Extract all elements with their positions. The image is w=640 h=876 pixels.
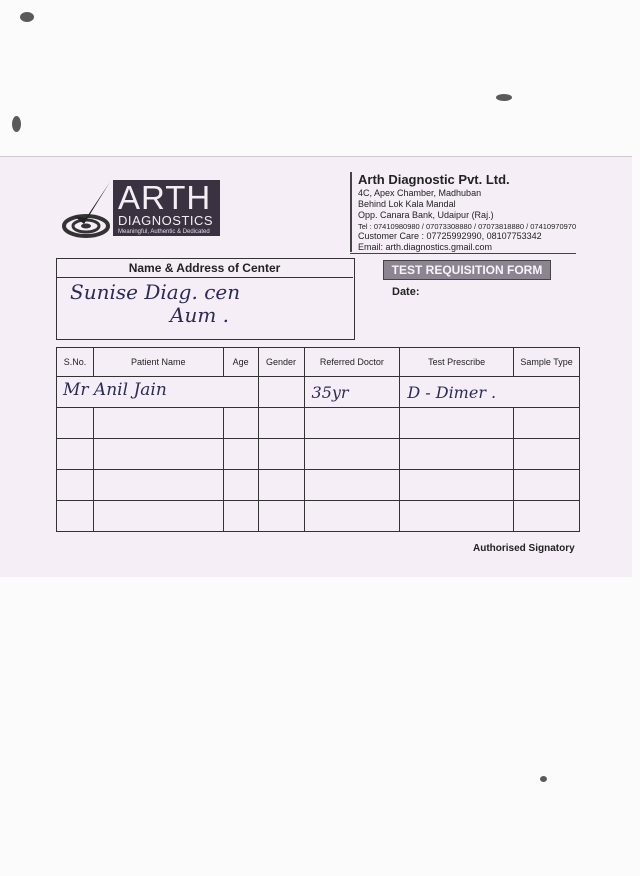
column-header: Gender: [258, 348, 304, 377]
column-header: Test Prescribe: [400, 348, 514, 377]
date-label: Date:: [392, 286, 420, 298]
address-line: Opp. Canara Bank, Udaipur (Raj.): [358, 210, 494, 220]
target-checkmark-icon: [60, 180, 116, 240]
table-row: [57, 408, 580, 439]
table-cell: [400, 377, 580, 408]
address-line: 4C, Apex Chamber, Madhuban: [358, 188, 482, 198]
speck: [20, 12, 34, 22]
column-header: S.No.: [57, 348, 94, 377]
center-name-handwritten: Sunise Diag. cen: [70, 280, 241, 304]
divider-vertical: [350, 172, 352, 252]
company-name: Arth Diagnostic Pvt. Ltd.: [358, 172, 510, 187]
form-title: TEST REQUISITION FORM: [383, 260, 551, 280]
logo-tagline: Meaningful, Authentic & Dedicated: [118, 229, 210, 235]
table-cell: [57, 377, 259, 408]
speck: [496, 94, 512, 101]
column-header: Referred Doctor: [304, 348, 400, 377]
divider-horizontal: [350, 253, 576, 254]
table-row: [57, 439, 580, 470]
column-header: Age: [223, 348, 258, 377]
telephone: Tel : 07410980980 / 07073308880 / 07073818880 / 07410970970: [358, 222, 577, 231]
logo-text: ARTH: [118, 179, 212, 216]
customer-care: Customer Care : 07725992990, 08107753342: [358, 231, 542, 241]
table-row: [57, 501, 580, 532]
speck: [12, 116, 21, 132]
address-line: Behind Lok Kala Mandal: [358, 199, 456, 209]
center-heading: Name & Address of Center: [56, 258, 353, 278]
logo-subtitle: DIAGNOSTICS: [118, 213, 214, 228]
table-cell: [304, 377, 400, 408]
column-header: Patient Name: [93, 348, 223, 377]
test-handwritten: D - Dimer .: [407, 382, 497, 402]
patient-name-handwritten: Mr Anil Jain: [63, 380, 167, 400]
table-header-row: [57, 348, 580, 377]
center-address-handwritten: Aum .: [170, 303, 230, 327]
table-row: [57, 377, 580, 408]
patient-table: [56, 347, 580, 532]
age-handwritten: 35yr: [311, 382, 349, 402]
table-row: [57, 470, 580, 501]
email: Email: arth.diagnostics.gmail.com: [358, 242, 493, 252]
speck: [540, 776, 547, 782]
table-cell: [258, 377, 304, 408]
authorised-signatory: Authorised Signatory: [473, 543, 575, 554]
column-header: Sample Type: [514, 348, 580, 377]
